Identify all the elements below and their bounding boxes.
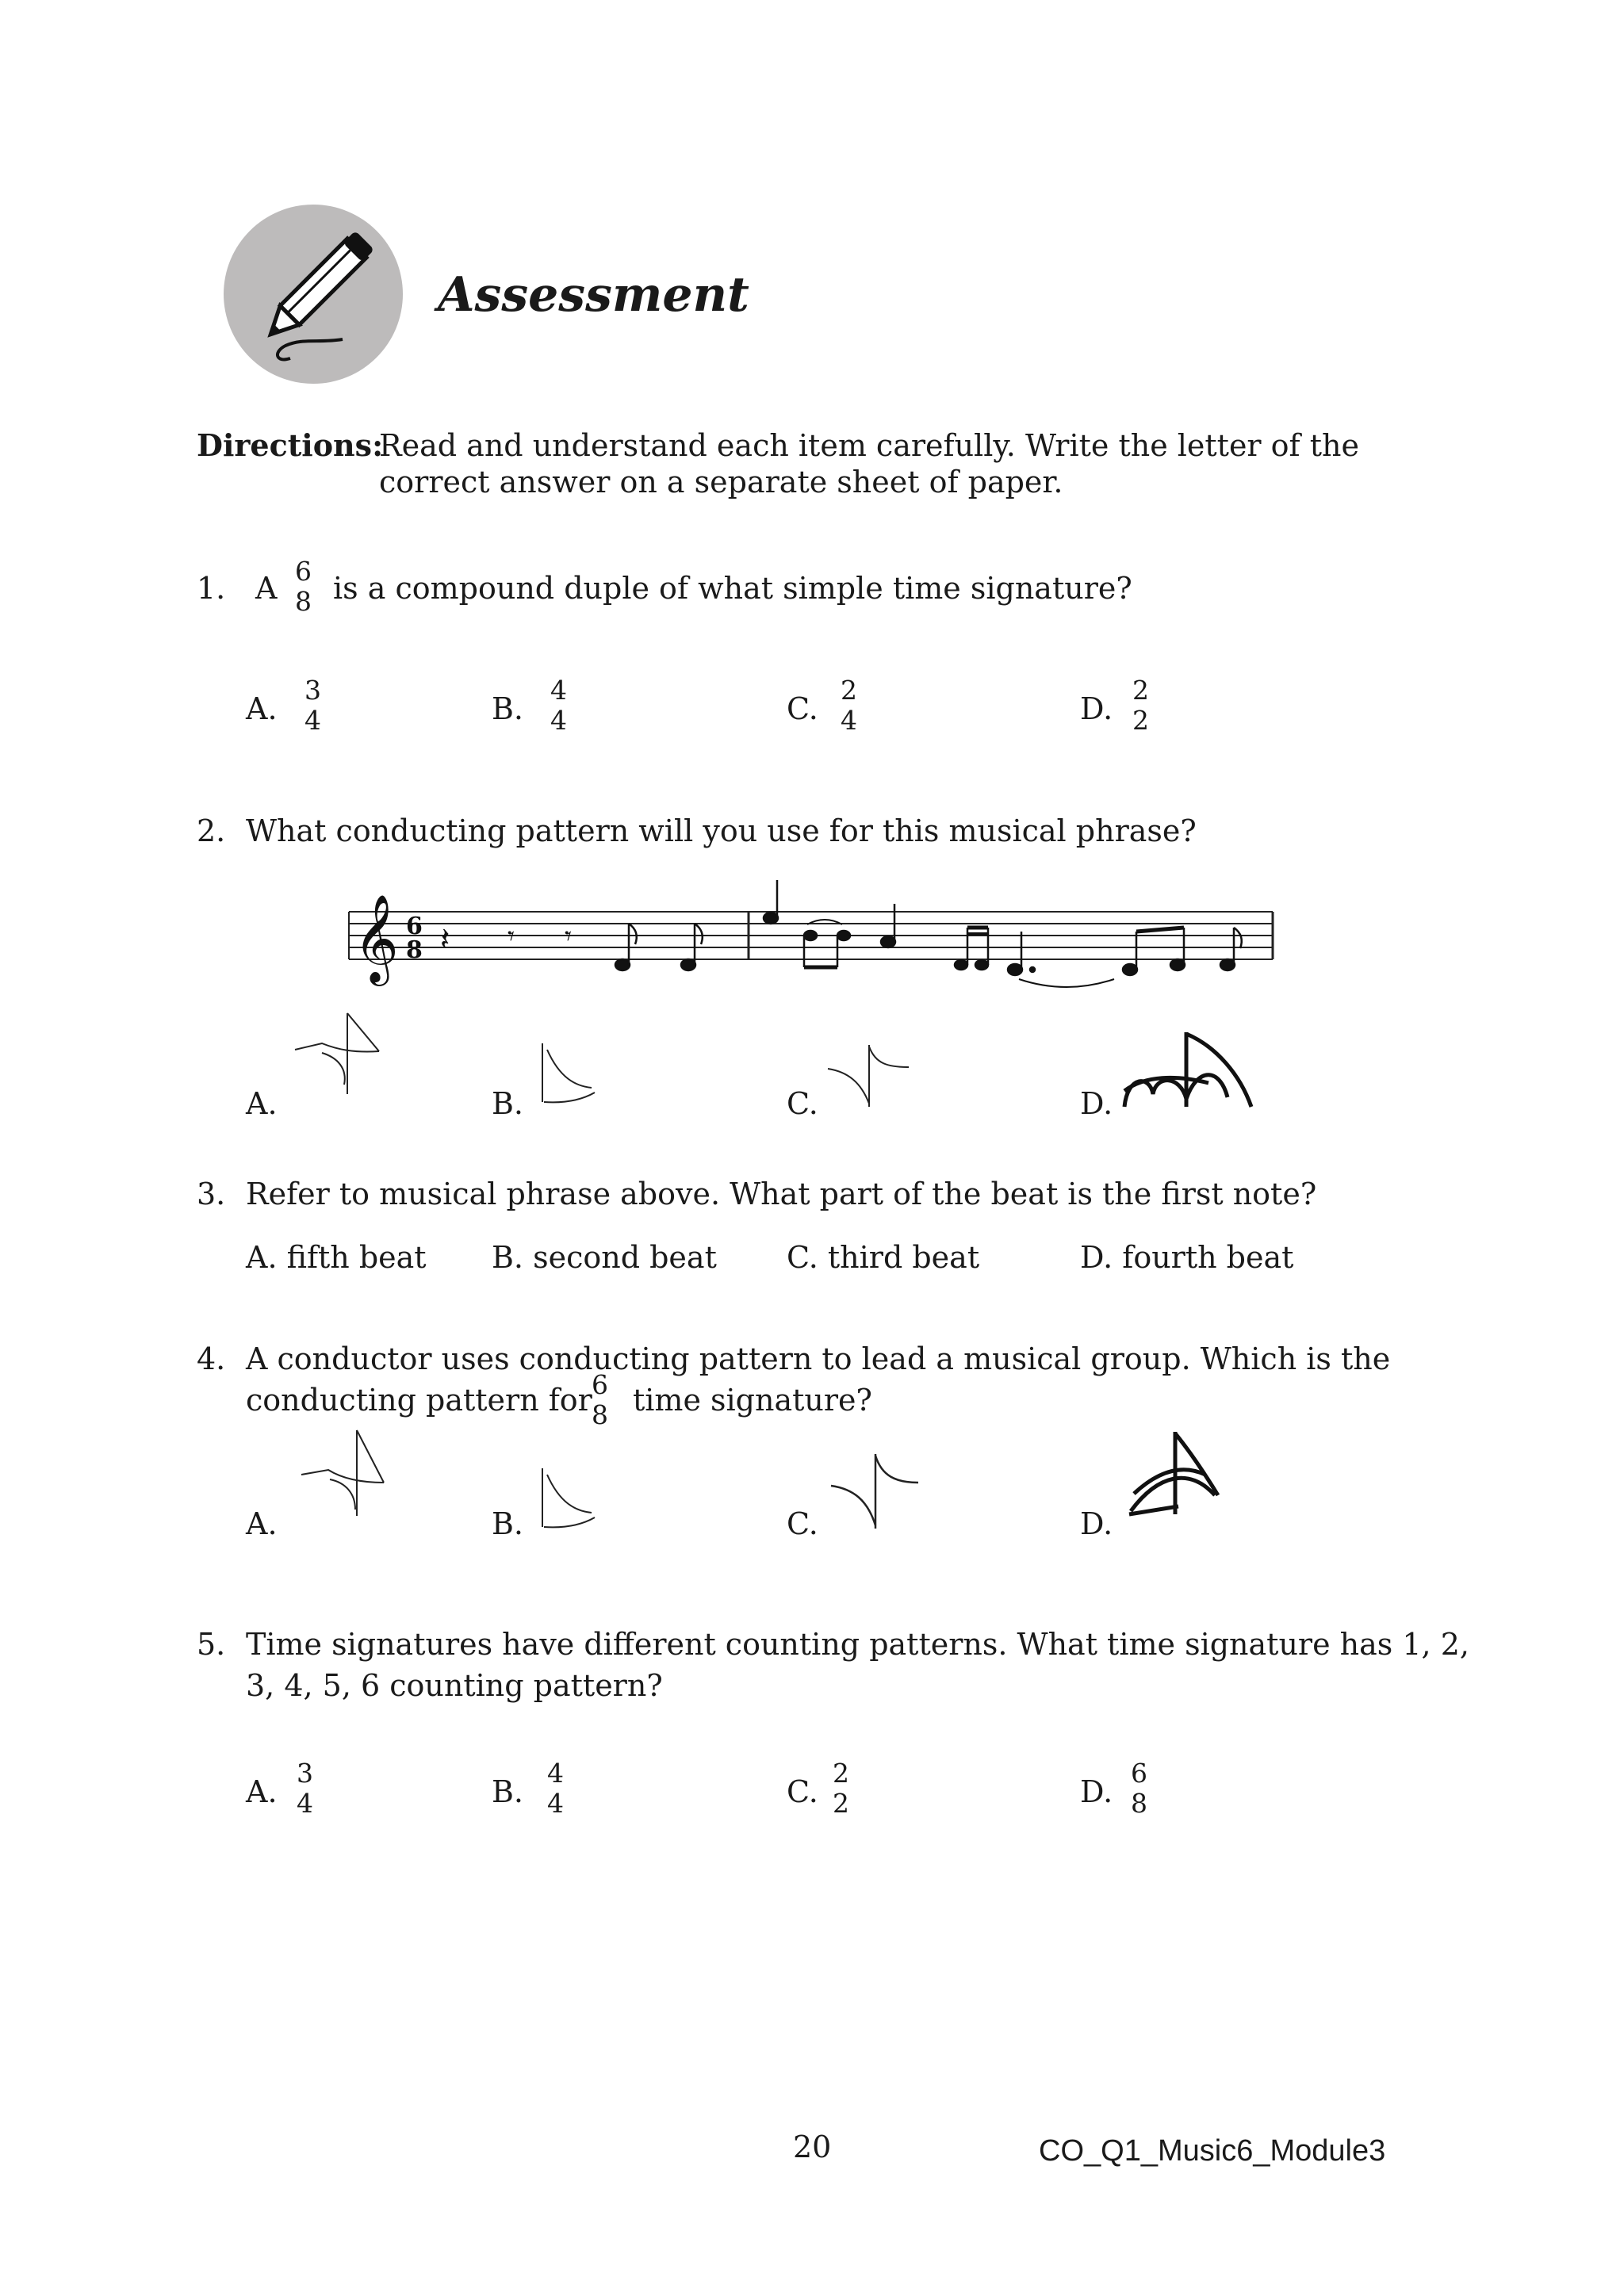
conducting-pattern-d-icon[interactable] xyxy=(1126,1427,1229,1522)
q2-option-c[interactable]: C. xyxy=(787,1086,818,1121)
directions-line-2: correct answer on a separate sheet of paper. xyxy=(379,465,1063,499)
q2-option-d[interactable]: D. xyxy=(1080,1086,1113,1121)
module-code: CO_Q1_Music6_Module3 xyxy=(1039,2134,1386,2168)
q1-option-d-fraction xyxy=(1132,675,1149,736)
fraction-top: 2 xyxy=(1132,675,1149,706)
fraction-top: 3 xyxy=(304,675,321,706)
conducting-pattern-c-icon[interactable] xyxy=(825,1040,912,1112)
q5-line-2: 3, 4, 5, 6 counting pattern? xyxy=(246,1668,663,1703)
q1-post: is a compound duple of what simple time signature? xyxy=(333,571,1132,606)
q5-line-1: Time signatures have different counting patterns. What time signature has 1, 2, xyxy=(246,1627,1469,1662)
conducting-pattern-a-icon[interactable] xyxy=(290,1005,393,1100)
q4-option-b[interactable]: B. xyxy=(492,1506,524,1541)
q4-option-d[interactable]: D. xyxy=(1080,1506,1113,1541)
q1-option-a[interactable]: A. xyxy=(246,691,278,726)
staff-time-bottom: 8 xyxy=(406,936,423,964)
fraction-top: 3 xyxy=(297,1758,313,1789)
directions-line-1: Read and understand each item carefully. Write the letter of the xyxy=(379,428,1359,463)
page-number: 20 xyxy=(793,2130,832,2164)
q4-pre: conducting pattern for xyxy=(246,1383,592,1418)
q1-time-signature xyxy=(295,557,312,617)
directions-label: Directions: xyxy=(197,427,384,463)
fraction-top: 4 xyxy=(550,675,567,706)
fraction-bottom: 4 xyxy=(550,705,567,736)
q2-option-b[interactable]: B. xyxy=(492,1086,524,1121)
q5-option-a[interactable]: A. xyxy=(246,1774,278,1809)
fraction-top: 6 xyxy=(592,1369,608,1400)
fraction-top: 2 xyxy=(833,1758,849,1789)
fraction-bottom: 2 xyxy=(833,1788,849,1819)
fraction-bottom: 4 xyxy=(297,1788,313,1819)
fraction-top: 6 xyxy=(1131,1758,1147,1789)
conducting-pattern-c-icon[interactable] xyxy=(828,1448,923,1535)
q1-number: 1. xyxy=(197,571,226,606)
q5-option-b-fraction xyxy=(547,1758,564,1819)
q2-option-a[interactable]: A. xyxy=(246,1086,278,1121)
svg-text:𝄾: 𝄾 xyxy=(508,920,515,952)
fraction-top: 2 xyxy=(841,675,857,706)
conducting-pattern-d-icon[interactable] xyxy=(1121,1027,1264,1115)
conducting-pattern-b-icon[interactable] xyxy=(536,1464,607,1535)
q3-option-b[interactable]: B. second beat xyxy=(492,1240,717,1275)
q1-option-a-fraction xyxy=(304,675,321,736)
pencil-icon xyxy=(224,205,403,384)
q5-option-d[interactable]: D. xyxy=(1080,1774,1113,1809)
fraction-top: 4 xyxy=(547,1758,564,1789)
q3-option-a[interactable]: A. fifth beat xyxy=(246,1240,427,1275)
treble-clef-icon: 𝄞 xyxy=(354,894,399,982)
q4-post: time signature? xyxy=(633,1383,872,1418)
q1-pre: A xyxy=(255,571,278,606)
page-title: Assessment xyxy=(438,267,749,323)
fraction-bottom: 2 xyxy=(1132,705,1149,736)
q1-option-c[interactable]: C. xyxy=(787,691,818,726)
fraction-bottom: 8 xyxy=(295,586,312,617)
q5-option-c[interactable]: C. xyxy=(787,1774,818,1809)
q3-option-c[interactable]: C. third beat xyxy=(787,1240,980,1275)
fraction-bottom: 8 xyxy=(1131,1788,1147,1819)
fraction-top: 6 xyxy=(295,556,312,587)
conducting-pattern-b-icon[interactable] xyxy=(536,1039,607,1110)
fraction-bottom: 4 xyxy=(841,705,857,736)
q5-option-a-fraction xyxy=(297,1758,313,1819)
q1-option-b-fraction xyxy=(550,675,567,736)
svg-text:𝄾: 𝄾 xyxy=(565,920,573,952)
q5-option-b[interactable]: B. xyxy=(492,1774,524,1809)
q5-option-d-fraction xyxy=(1131,1758,1147,1819)
q3-text: Refer to musical phrase above. What part of the beat is the first note? xyxy=(246,1177,1317,1211)
q1-option-b[interactable]: B. xyxy=(492,691,524,726)
q4-number: 4. xyxy=(197,1341,226,1376)
q3-number: 3. xyxy=(197,1177,226,1211)
q2-number: 2. xyxy=(197,813,226,848)
svg-text:𝄽: 𝄽 xyxy=(440,921,450,958)
q4-line-1: A conductor uses conducting pattern to lead a musical group. Which is the xyxy=(246,1341,1391,1376)
q3-option-d[interactable]: D. fourth beat xyxy=(1080,1240,1294,1275)
q5-option-c-fraction xyxy=(833,1758,849,1819)
music-staff xyxy=(349,888,1277,999)
q4-option-c[interactable]: C. xyxy=(787,1506,818,1541)
fraction-bottom: 4 xyxy=(304,705,321,736)
q2-text: What conducting pattern will you use for this musical phrase? xyxy=(246,813,1197,848)
conducting-pattern-a-icon[interactable] xyxy=(295,1422,398,1525)
q1-option-c-fraction xyxy=(841,675,857,736)
staff-time-top: 6 xyxy=(406,913,423,940)
q4-option-a[interactable]: A. xyxy=(246,1506,278,1541)
q5-number: 5. xyxy=(197,1627,226,1662)
q1-option-d[interactable]: D. xyxy=(1080,691,1113,726)
q4-time-signature xyxy=(592,1370,608,1430)
fraction-bottom: 8 xyxy=(592,1399,608,1430)
fraction-bottom: 4 xyxy=(547,1788,564,1819)
